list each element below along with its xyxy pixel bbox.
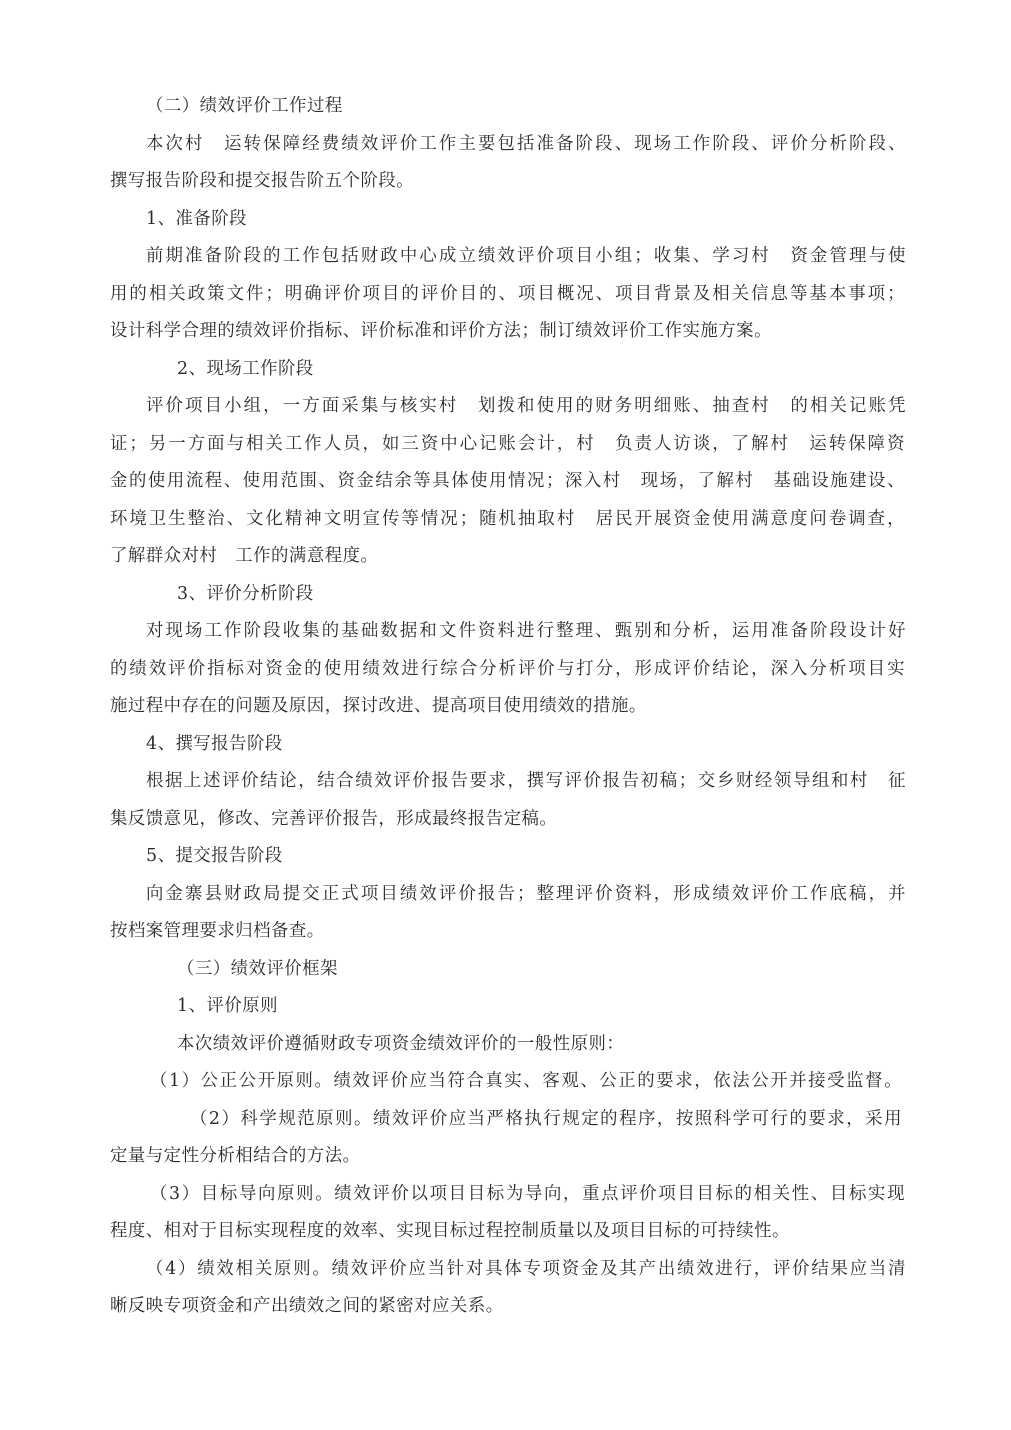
principle-scientific: （2）科学规范原则。绩效评价应当严格执行规定的程序，按照科学可行的要求，采用 bbox=[190, 1109, 902, 1129]
paragraph-line: 撰写报告阶段和提交报告阶五个阶段。 bbox=[110, 171, 415, 191]
subheading-report-submission: 5、提交报告阶段 bbox=[146, 846, 283, 866]
principle-performance-relevance: （4）绩效相关原则。绩效评价应当针对具体专项资金及其产出绩效进行，评价结果应当清 bbox=[146, 1259, 906, 1279]
paragraph-line: 程度、相对于目标实现程度的效率、实现目标过程控制质量以及项目目标的可持续性。 bbox=[110, 1221, 790, 1241]
subheading-analysis: 3、评价分析阶段 bbox=[177, 584, 314, 604]
paragraph-line: 用的相关政策文件；明确评价项目的评价目的、项目概况、项目背景及相关信息等基本事项； bbox=[110, 284, 905, 304]
paragraph-line: 本次绩效评价遵循财政专项资金绩效评价的一般性原则： bbox=[177, 1034, 625, 1054]
paragraph-line: 集反馈意见，修改、完善评价报告，形成最终报告定稿。 bbox=[110, 809, 558, 829]
paragraph-line: 向金寨县财政局提交正式项目绩效评价报告；整理评价资料，形成绩效评价工作底稿，并 bbox=[146, 884, 906, 904]
paragraph-line: 环境卫生整治、文化精神文明宣传等情况；随机抽取村 居民开展资金使用满意度问卷调查， bbox=[110, 509, 905, 529]
paragraph-line: 根据上述评价结论，结合绩效评价报告要求，撰写评价报告初稿；交乡财经领导组和村 征 bbox=[146, 771, 906, 791]
subheading-report-writing: 4、撰写报告阶段 bbox=[146, 734, 283, 754]
paragraph-line: 晰反映专项资金和产出绩效之间的紧密对应关系。 bbox=[110, 1296, 504, 1316]
paragraph-line: 按档案管理要求归档备查。 bbox=[110, 921, 325, 941]
paragraph-line: 本次村 运转保障经费绩效评价工作主要包括准备阶段、现场工作阶段、评价分析阶段、 bbox=[146, 134, 906, 154]
paragraph-line: 定量与定性分析相结合的方法。 bbox=[110, 1146, 361, 1166]
subheading-preparation: 1、准备阶段 bbox=[146, 209, 248, 229]
paragraph-line: 对现场工作阶段收集的基础数据和文件资料进行整理、甄别和分析，运用准备阶段设计好 bbox=[146, 621, 906, 641]
principle-goal-oriented: （3）目标导向原则。绩效评价以项目目标为导向，重点评价项目目标的相关性、目标实现 bbox=[150, 1184, 905, 1204]
subheading-field-work: 2、现场工作阶段 bbox=[177, 359, 314, 379]
paragraph-line: 金的使用流程、使用范围、资金结余等具体使用情况；深入村 现场，了解村 基础设施建设、 bbox=[110, 471, 905, 491]
paragraph-line: 设计科学合理的绩效评价指标、评价标准和评价方法；制订绩效评价工作实施方案。 bbox=[110, 321, 772, 341]
principle-fairness: （1）公正公开原则。绩效评价应当符合真实、客观、公正的要求，依法公开并接受监督。 bbox=[150, 1071, 902, 1091]
paragraph-line: 前期准备阶段的工作包括财政中心成立绩效评价项目小组；收集、学习村 资金管理与使 bbox=[146, 246, 906, 266]
paragraph-line: 证；另一方面与相关工作人员，如三资中心记账会计，村 负责人访谈，了解村 运转保障资 bbox=[110, 434, 905, 454]
paragraph-line: 了解群众对村 工作的满意程度。 bbox=[110, 546, 379, 566]
paragraph-line: 的绩效评价指标对资金的使用绩效进行综合分析评价与打分，形成评价结论，深入分析项目实 bbox=[110, 659, 905, 679]
paragraph-line: 施过程中存在的问题及原因，探讨改进、提高项目使用绩效的措施。 bbox=[110, 696, 647, 716]
subheading-principles: 1、评价原则 bbox=[177, 996, 279, 1016]
paragraph-line: 评价项目小组，一方面采集与核实村 划拨和使用的财务明细账、抽查村 的相关记账凭 bbox=[146, 396, 906, 416]
section-heading-evaluation-process: （二）绩效评价工作过程 bbox=[146, 96, 343, 116]
section-heading-evaluation-framework: （三）绩效评价框架 bbox=[177, 959, 339, 979]
